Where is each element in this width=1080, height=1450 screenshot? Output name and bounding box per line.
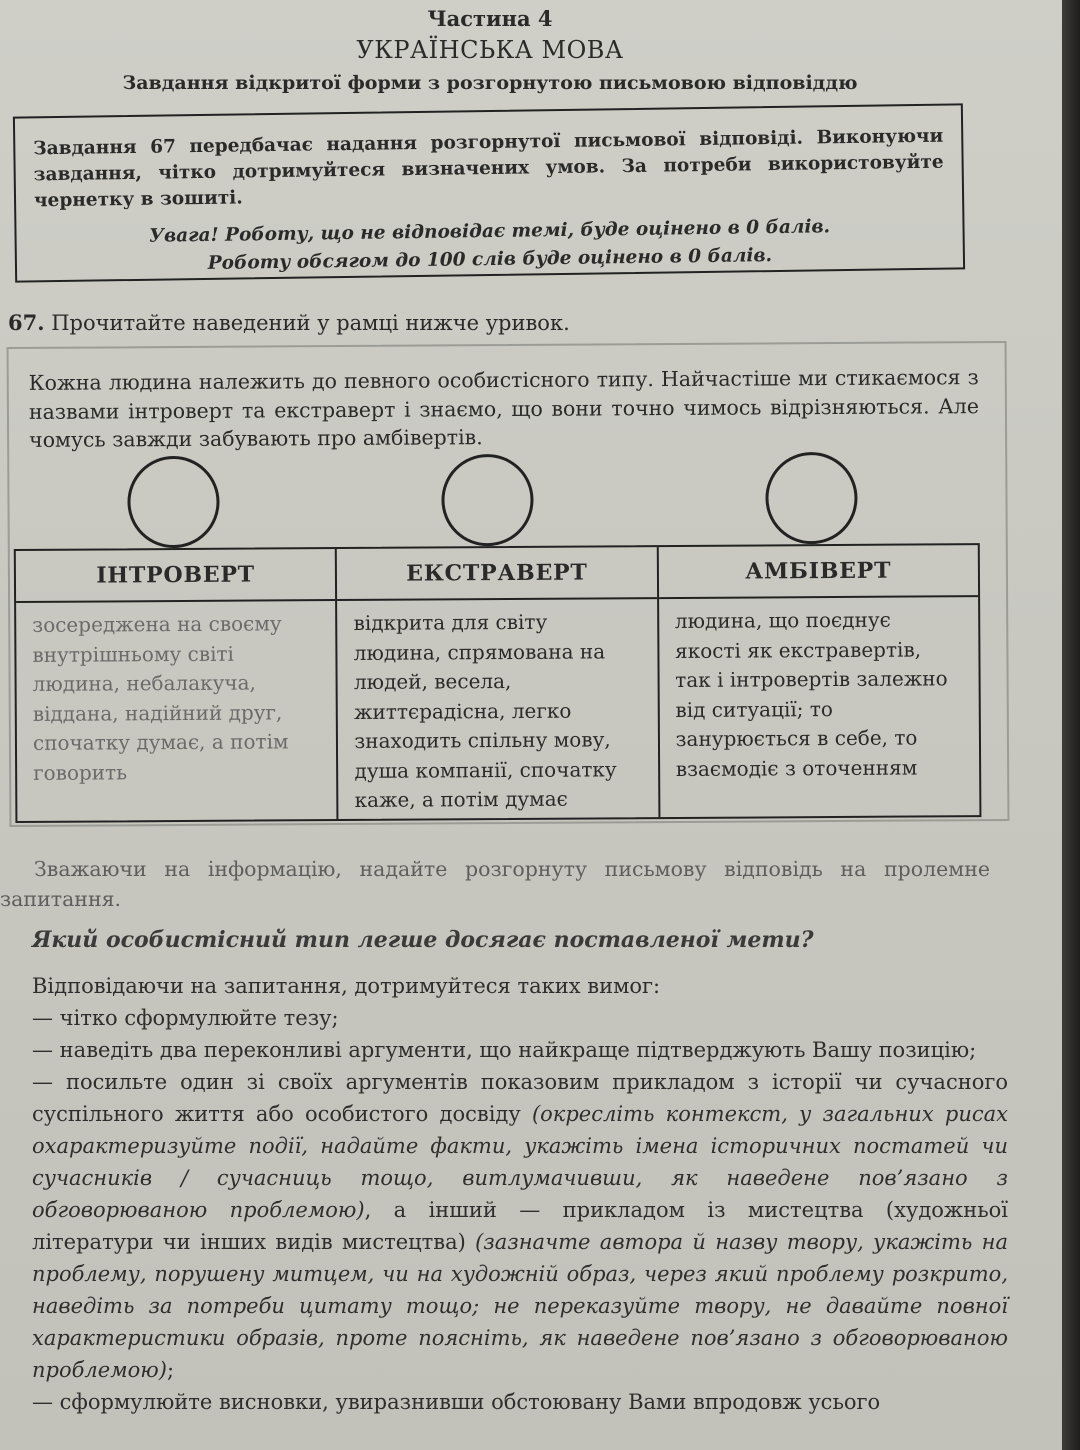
task-type-heading: Завдання відкритої форми з розгорнутою письмовою відповіддю bbox=[122, 72, 858, 94]
requirement-examples-note-1: (окресліть контекст, у загальних рисах охарактеризуйте події, надайте факти, укажіть імена історичних постатей чи сучасників / сучасниць тощо, витлумачивши, як наведене пов’язано з обговорюваною проблемою) bbox=[32, 1102, 1008, 1222]
column-header-introvert: ІНТРОВЕРТ bbox=[16, 549, 336, 603]
table-column-introvert bbox=[16, 549, 339, 821]
table-column-extravert bbox=[337, 547, 660, 819]
question-line bbox=[8, 310, 570, 335]
requirement-thesis: — чітко сформулюйте тезу; bbox=[32, 1006, 339, 1030]
part-title: Частина 4 bbox=[427, 6, 553, 31]
question-number: 67. bbox=[8, 310, 45, 335]
main-question: Який особистісний тип легше досягає поставленої мети? bbox=[32, 927, 814, 953]
requirement-conclusion: — сформулюйте висновки, увиразнивши обстоювану Вами впродовж усього bbox=[32, 1390, 881, 1414]
empty-circle-introvert bbox=[127, 456, 220, 549]
empty-circle-ambivert bbox=[765, 452, 858, 545]
column-header-extravert: ЕКСТРАВЕРТ bbox=[337, 547, 657, 601]
requirement-arguments: — наведіть два переконливі аргументи, що найкраще підтверджують Вашу позицію; bbox=[32, 1038, 977, 1062]
requirements-intro: Відповідаючи на запитання, дотримуйтеся таких вимог: bbox=[32, 974, 661, 998]
task-prompt: Зважаючи на інформацію, надайте розгорнуту письмову відповідь на пролемне запитання. bbox=[0, 857, 990, 911]
empty-circle-extravert bbox=[441, 454, 534, 547]
column-body-extravert: відкрита для світу людина, спрямована на людей, весела, життєрадісна, легко знаходить спільну мову, душа компанії, спочатку каже, а потім думає bbox=[353, 609, 617, 812]
subject-title: УКРАЇНСЬКА МОВА bbox=[356, 36, 624, 64]
excerpt-text: Кожна людина належить до певного особистісного типу. Найчастіше ми стикаємося з назвами інтроверт та екстраверт і знаємо, що вони точно чимось відрізняються. Але чомусь завжди забувають про амбівертів. bbox=[28, 365, 979, 452]
requirement-examples-end: ; bbox=[166, 1358, 175, 1382]
warning-length: Роботу обсягом до 100 слів буде оцінено в 0 балів. bbox=[207, 245, 773, 274]
warning-topic: Увага! Роботу, що не відповідає темі, буде оцінено в 0 балів. bbox=[148, 216, 831, 247]
question-text: Прочитайте наведений у рамці нижче уривок. bbox=[51, 311, 570, 335]
personality-types-table bbox=[14, 543, 982, 823]
column-body-introvert: зосереджена на своєму внутрішньому світі людина, небалакуча, віддана, надійний друг, спочатку думає, а потім говорить bbox=[32, 611, 289, 785]
requirements-block bbox=[0, 970, 1008, 1418]
requirement-examples-part-1: — посильте один зі своїх аргументів показовим прикладом з історії чи сучасного суспільного життя або особистого досвіду bbox=[32, 1070, 1008, 1126]
requirement-examples bbox=[0, 1066, 1008, 1386]
requirement-examples-note-2: (зазначте автора й назву твору, укажіть на проблему, порушену митцем, чи на художній образ, через який проблему розкрито, наведіть за потреби цитату тощо; не переказуйте твору, не давайте повної характеристики образів, проте поясніть, як наведене пов’язано з обговорюваною проблемою) bbox=[32, 1230, 1008, 1382]
requirement-examples-part-2: , а інший — прикладом із мистецтва (художньої літератури чи інших видів мистецтва) bbox=[32, 1198, 1009, 1254]
instructions-box bbox=[13, 103, 965, 282]
instructions-text: Завдання 67 передбачає надання розгорнутої письмової відповіді. Виконуючи завдання, чітко дотримуйтеся визначених умов. За потреби використовуйте чернетку в зошиті. bbox=[33, 125, 944, 212]
table-column-ambivert bbox=[658, 545, 979, 817]
warning-block bbox=[34, 212, 945, 281]
excerpt-frame bbox=[7, 341, 1010, 827]
column-header-ambivert: АМБІВЕРТ bbox=[658, 545, 978, 599]
column-body-ambivert: людина, що поєднує якості як екстравертів, так і інтровертів залежно від ситуації; то занурюється в себе, то взаємодіє з оточенням bbox=[674, 607, 948, 781]
book-spine bbox=[1062, 0, 1080, 1450]
